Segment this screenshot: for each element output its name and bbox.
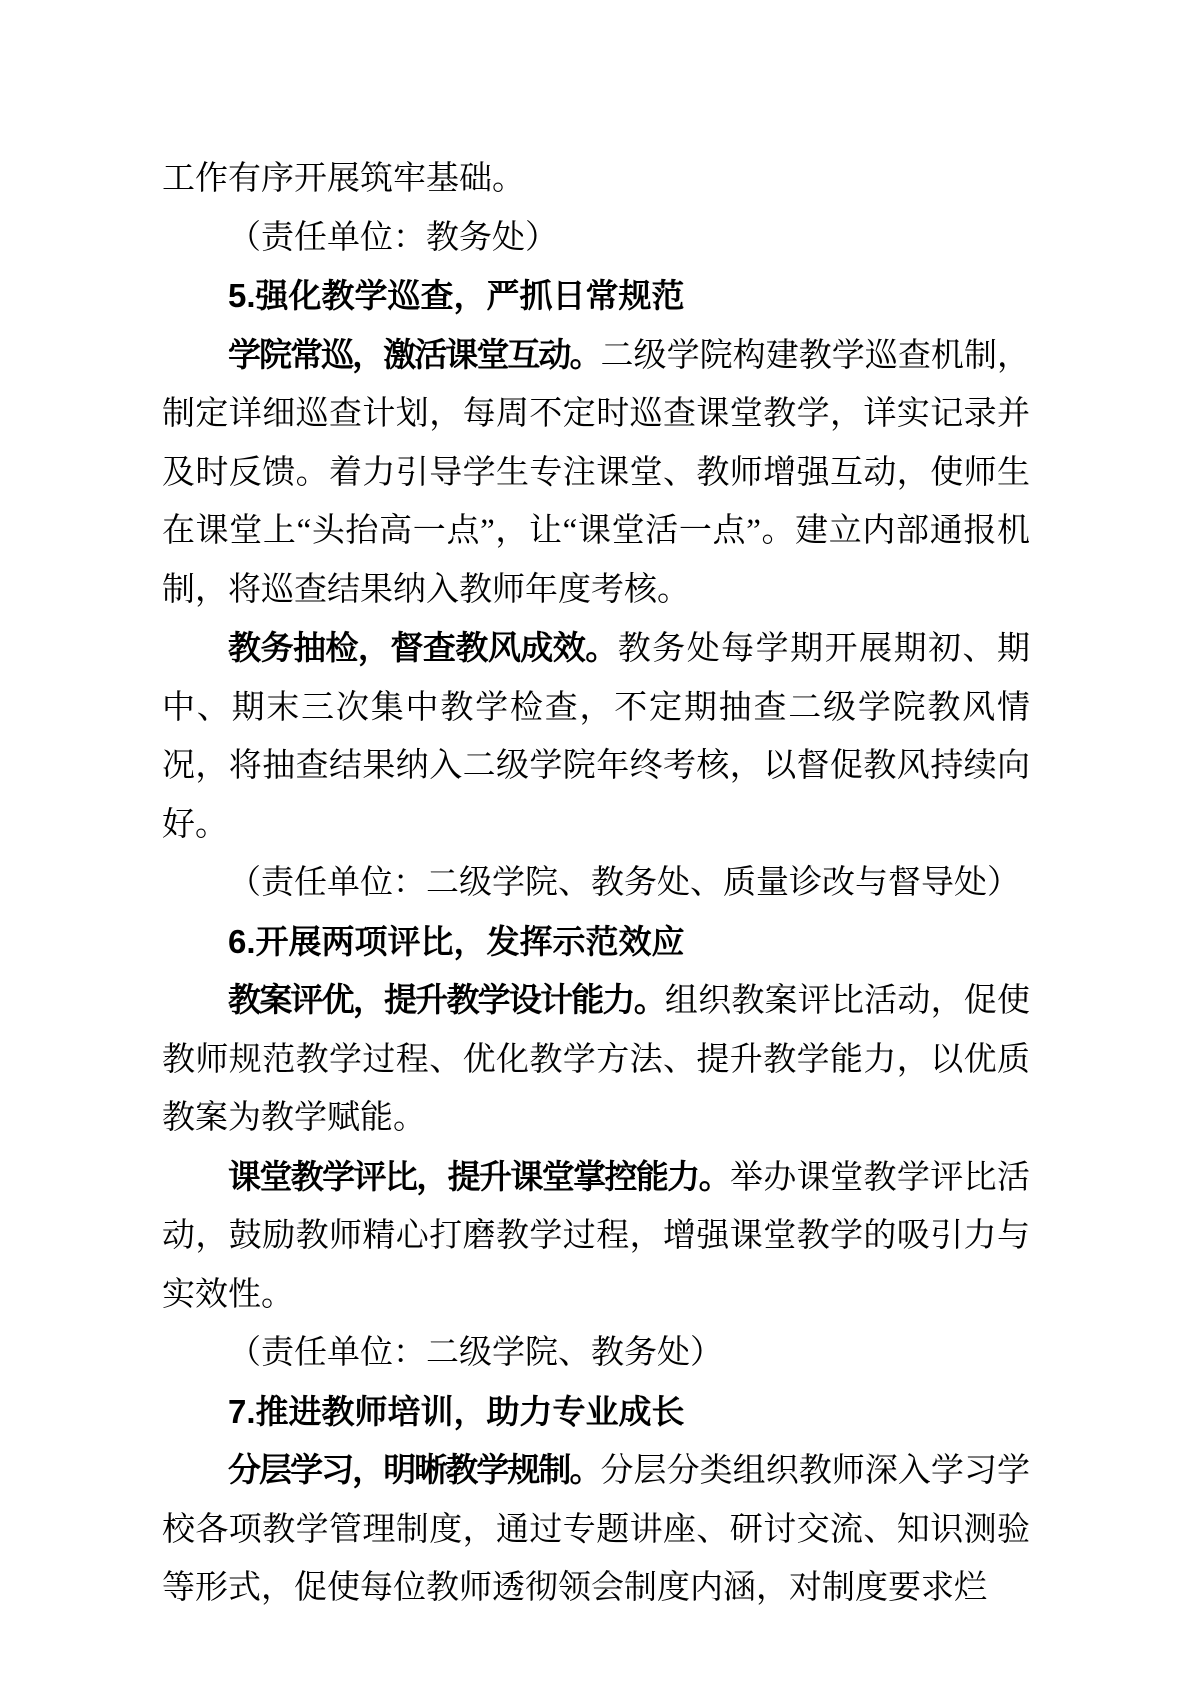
emphasis-text-run: 7.推进教师培训，助力专业成长 — [228, 1392, 685, 1430]
text-run: （责任单位：二级学院、教务处、质量诊改与督导处） — [228, 865, 1020, 901]
responsibility-line — [162, 209, 1030, 268]
text-run: 举办课堂教学评比活动，鼓励教师精心打磨教学过程，增强课堂教学的吸引力与实效性。 — [162, 1159, 1030, 1313]
text-run: 教务处每学期开展期初、期中、期末三次集中教学检查，不定期抽查二级学院教风情况，将抽查结果纳入二级学院年终考核，以督促教风持续向好。 — [162, 631, 1031, 843]
body-paragraph — [162, 1148, 1030, 1325]
section-heading — [162, 1383, 1030, 1442]
body-paragraph-continuation — [162, 150, 1030, 209]
text-run: （责任单位：二级学院、教务处） — [228, 1335, 723, 1371]
section-heading — [162, 267, 1030, 326]
emphasis-text-run: 5.强化教学巡查，严抓日常规范 — [228, 277, 685, 314]
body-paragraph — [162, 619, 1030, 854]
responsibility-line — [162, 1324, 1030, 1383]
body-paragraph — [162, 326, 1030, 620]
text-run: 工作有序开展筑牢基础。 — [162, 161, 525, 197]
text-run: （责任单位：教务处） — [228, 219, 558, 256]
document-content — [162, 150, 1030, 1618]
emphasis-text-run: 6.开展两项评比，发挥示范效应 — [228, 922, 685, 960]
text-run: 二级学院构建教学巡查机制，制定详细巡查计划，每周不定时巡查课堂教学，详实记录并及时反馈。着力引导学生专注课堂、教师增强互动，使师生在课堂上“头抬高一点”，让“课堂活一点”。建立内部通报机制，将巡查结果纳入教师年度考核。 — [162, 337, 1031, 608]
responsibility-line — [162, 854, 1030, 913]
emphasis-text-run: 学院常巡，激活课堂互动。 — [228, 335, 601, 373]
body-paragraph — [162, 971, 1030, 1148]
section-heading — [162, 913, 1030, 972]
emphasis-text-run: 分层学习，明晰教学规制。 — [228, 1451, 601, 1488]
emphasis-text-run: 教案评优，提升教学设计能力。 — [228, 981, 665, 1018]
text-run: 分层分类组织教师深入学习学校各项教学管理制度，通过专题讲座、研讨交流、知识测验等形式，促使每位教师透彻领会制度内涵，对制度要求烂 — [162, 1453, 1031, 1606]
emphasis-text-run: 课堂教学评比，提升课堂掌控能力。 — [228, 1157, 730, 1195]
text-run: 组织教案评比活动，促使教师规范教学过程、优化教学方法、提升教学能力，以优质教案为教学赋能。 — [162, 983, 1031, 1136]
body-paragraph — [162, 1441, 1030, 1618]
emphasis-text-run: 教务抽检，督查教风成效。 — [228, 629, 618, 666]
